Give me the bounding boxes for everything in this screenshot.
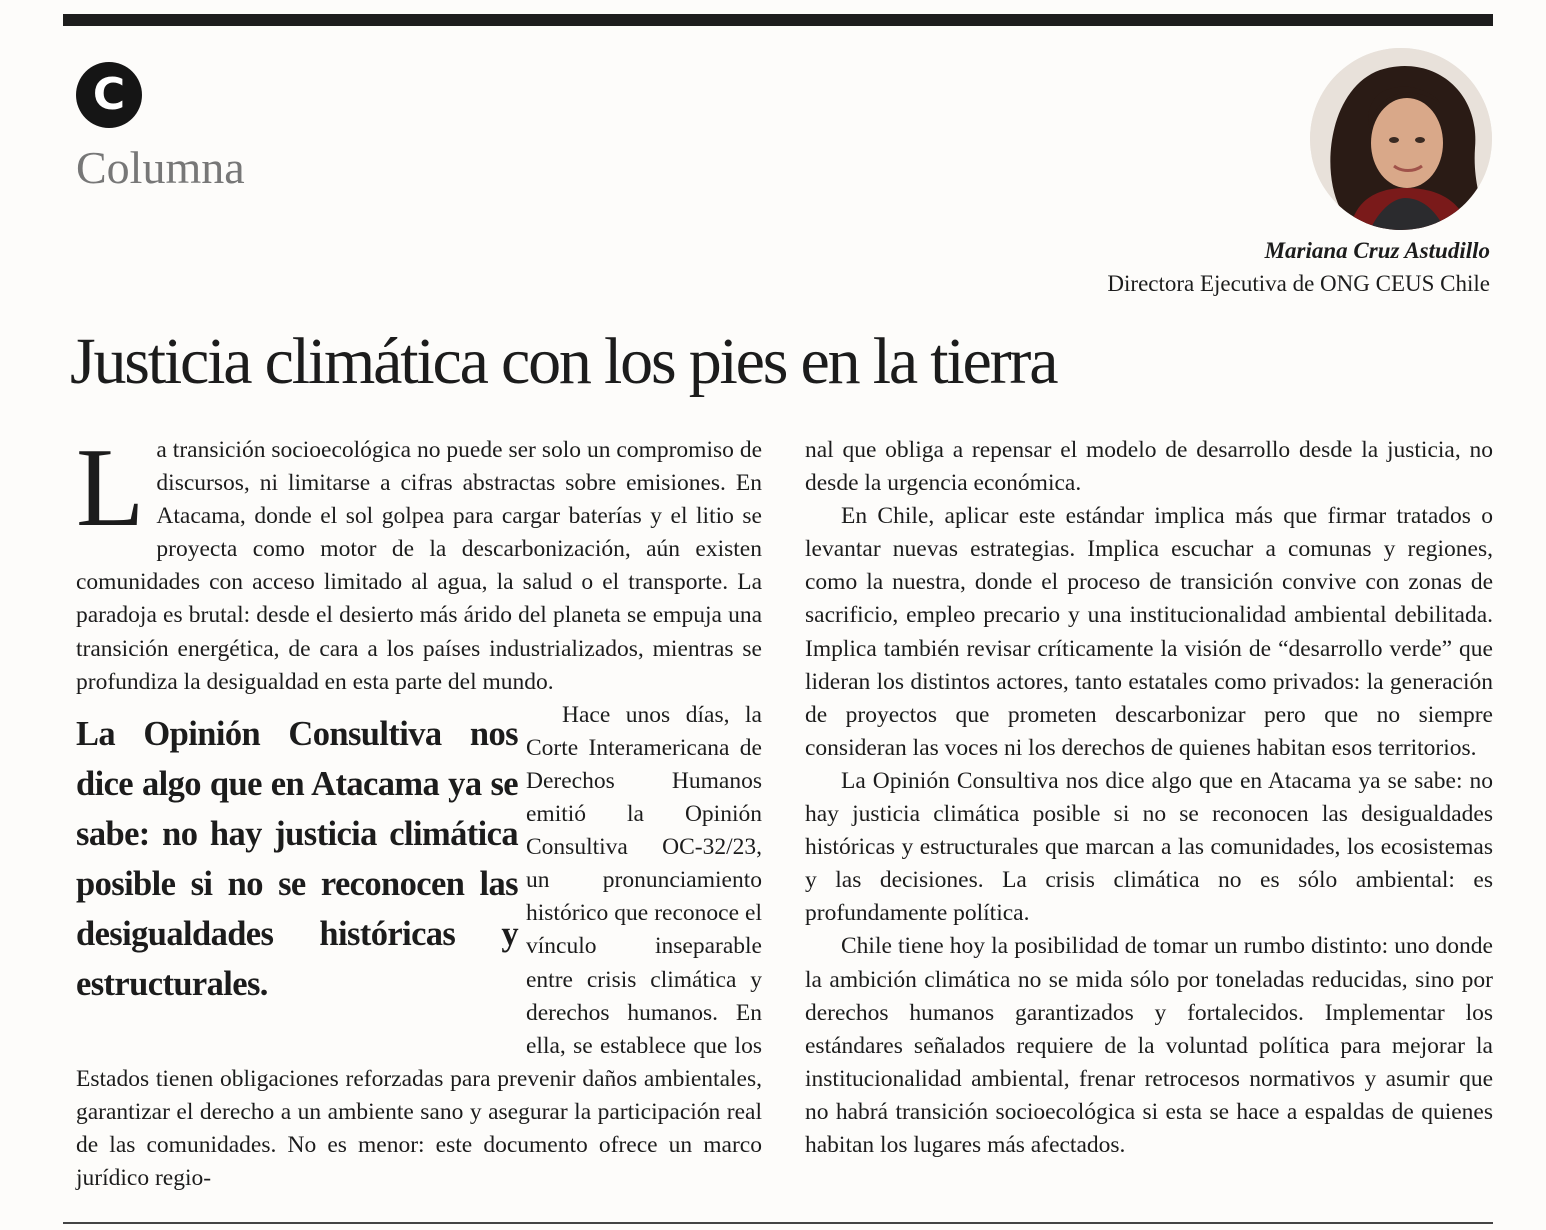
section-logo — [76, 62, 142, 128]
bottom-rule — [63, 1222, 1493, 1224]
paragraph-3: En Chile, aplicar este estándar implica más que firmar tratados o levantar nuevas estrategias. Implica escuchar a comunas y regiones, como la nuestra, donde el proceso de transición convive con zonas de sacrificio, empleo precario y una institucionalidad ambiental debilitada. Implica también revisar críticamente la visión de “desarrollo verde” que lideran los distintos actores, tanto estatales como privados: la generación de proyectos que prometen descarbonizar pero que no siempre consideran las voces ni los derechos de quienes habitan esos territorios. — [805, 503, 1493, 761]
section-logo-letter: C — [92, 69, 126, 120]
pull-quote-box — [76, 699, 518, 1049]
author-name: Mariana Cruz Astudillo — [1264, 238, 1490, 263]
paragraph-2: Hace unos días, la Corte Interamericana de Derechos Humanos emitió la Opinión Consultiva OC-32/23, un pronunciamiento histórico que reconoce el vínculo inseparable entre crisis climática y derechos humanos. En ella, se establece que los Estados tienen obligaciones reforzadas para prevenir daños ambientales, garantizar el derecho a un ambiente sano y asegurar la participación real de las comunidades. No es menor: este documento ofrece un marco jurídico regio- — [76, 701, 762, 1192]
article-column-2 — [805, 434, 1493, 1162]
pull-quote: La Opinión Consultiva nos dice algo que en Atacama ya se sabe: no hay justicia climática posible si no se reconocen las desigualdades históricas y estructurales. — [76, 714, 518, 1003]
paragraph-1 — [76, 426, 762, 699]
author-photo — [1310, 48, 1492, 230]
paragraph-4: La Opinión Consultiva nos dice algo que en Atacama ya se sabe: no hay justicia climática posible si no se reconocen las desigualdades históricas y estructurales que marcan a las comunidades, los ecosistemas y las decisiones. La crisis climática no es sólo ambiental: es profundamente política. — [805, 767, 1493, 927]
author-role: Directora Ejecutiva de ONG CEUS Chile — [1107, 271, 1490, 296]
paragraph-1-text: a transición socioecológica no puede ser solo un compromiso de discursos, ni limitarse a cifras abstractas sobre emisiones. En Atacama, donde el sol golpea para cargar baterías y el litio se proyecta como motor de la descarbonización, aún existen comunidades con acceso limitado al agua, la salud o el transporte. La paradoja es brutal: desde el desierto más árido del planeta se empuja una transición energética, de cara a los países industrializados, mientras se profundiza la desigualdad en esta parte del mundo. — [76, 437, 762, 695]
top-rule — [63, 14, 1493, 26]
paragraph-2-continued: nal que obliga a repensar el modelo de desarrollo desde la justicia, no desde la urgencia económica. — [805, 437, 1493, 497]
headline: Justicia climática con los pies en la tierra — [70, 325, 1057, 398]
section-label: Columna — [76, 142, 245, 193]
drop-cap: L — [76, 426, 145, 550]
paragraph-5: Chile tiene hoy la posibilidad de tomar un rumbo distinto: uno donde la ambición climática no se mida sólo por toneladas reducidas, sino por derechos humanos garantizados y fortalecidos. Implementar los estándares señalados requiere de la voluntad política para mejorar la institucionalidad ambiental, frenar retrocesos normativos y asumir que no habrá transición socioecológica si esta se hace a espaldas de quienes habitan los lugares más afectados. — [805, 933, 1493, 1158]
article-column-1 — [76, 426, 762, 1195]
